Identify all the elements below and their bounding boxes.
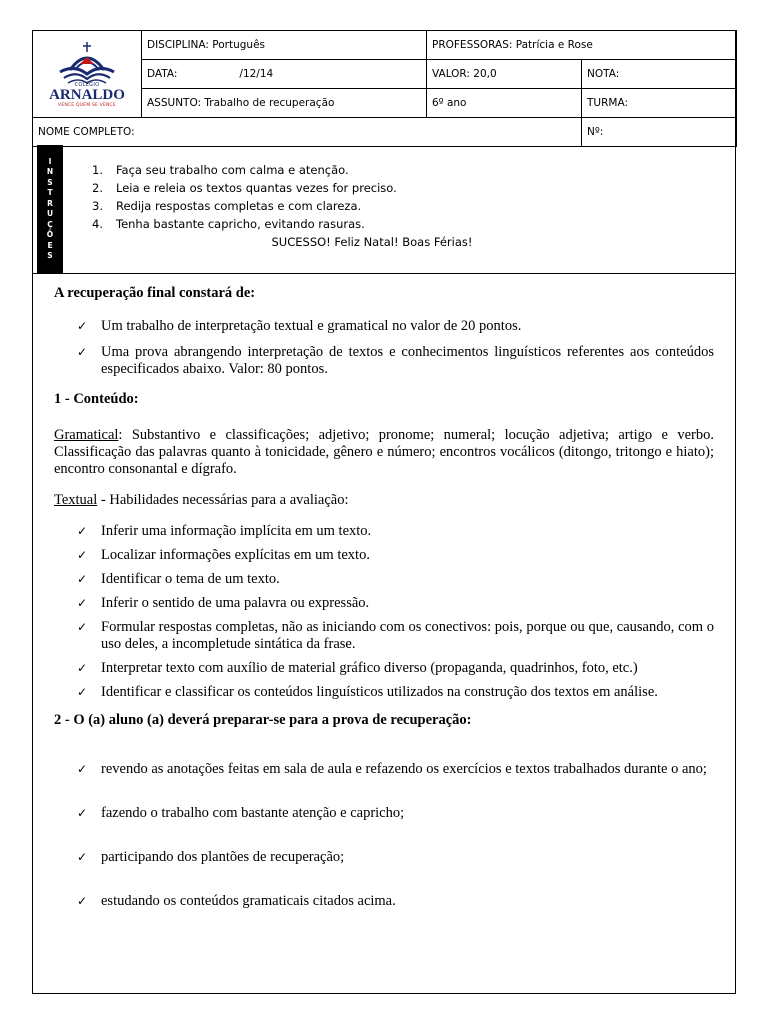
logo-motto: VENCE QUEM SE VENCE xyxy=(58,103,116,108)
prep-text: fazendo o trabalho com bastante atenção e capricho; xyxy=(101,805,405,821)
textual-text: - Habilidades necessárias para a avaliação: xyxy=(97,492,349,508)
skill-item xyxy=(54,523,714,540)
side-letter: T xyxy=(47,188,53,197)
intro-item-text: Um trabalho de interpretação textual e gramatical no valor de 20 pontos. xyxy=(101,318,522,334)
skill-text: Interpretar texto com auxílio de material gráfico diverso (propaganda, quadrinhos, foto, etc.) xyxy=(101,660,638,676)
skill-text: Localizar informações explícitas em um texto. xyxy=(101,547,370,563)
side-letter: N xyxy=(46,167,54,176)
side-letter: R xyxy=(47,198,53,208)
skill-text: Formular respostas completas, não as iniciando com os conectivos: pois, porque ou que, causando, com o uso deles, a incompletude sintática da frase. xyxy=(101,619,714,652)
prep-item xyxy=(54,889,714,913)
side-letter: S xyxy=(47,177,53,187)
instruction-text: Redija respostas completas e com clareza. xyxy=(116,199,362,213)
instruction-number: 2. xyxy=(92,181,103,195)
gramatical-label: Gramatical xyxy=(54,427,119,443)
gramatical-paragraph xyxy=(54,427,714,478)
textual-label: Textual xyxy=(54,492,98,508)
assunto-field: ASSUNTO: Trabalho de recuperação xyxy=(142,89,427,118)
skill-text: Identificar e classificar os conteúdos linguísticos utilizados na construção dos textos em análise. xyxy=(101,684,658,700)
prep-text: participando dos plantões de recuperação; xyxy=(101,849,345,865)
side-letter: U xyxy=(46,209,54,218)
intro-item-text: Uma prova abrangendo interpretação de textos e conhecimentos linguísticos referentes aos conteúdos especificados abaixo. Valor: 80 pontos. xyxy=(101,344,714,377)
skill-item xyxy=(54,595,714,612)
logo-small-text: COLÉGIO xyxy=(74,82,100,88)
check-icon: ✓ xyxy=(77,661,88,675)
skill-text: Identificar o tema de um texto. xyxy=(101,571,280,587)
header-table xyxy=(32,30,737,147)
data-value: /12/14 xyxy=(239,68,274,80)
data-field xyxy=(142,60,427,89)
instructions-closing: SUCESSO! Feliz Natal! Boas Férias! xyxy=(271,235,473,249)
skill-item xyxy=(54,684,714,701)
logo-emblem-icon xyxy=(56,40,118,84)
valor-field: VALOR: 20,0 xyxy=(427,60,582,89)
check-icon: ✓ xyxy=(77,620,88,634)
professoras-field: PROFESSORAS: Patrícia e Rose xyxy=(427,31,737,60)
instruction-item xyxy=(92,179,397,197)
disciplina-field: DISCIPLINA: Português xyxy=(142,31,427,60)
logo-school-name: ARNALDO xyxy=(49,87,125,103)
prep-item xyxy=(54,845,714,869)
instruction-item xyxy=(92,161,397,179)
skill-text: Inferir uma informação implícita em um texto. xyxy=(101,523,372,539)
nota-field: NOTA: xyxy=(582,60,737,89)
instruction-item xyxy=(92,215,397,233)
gramatical-text: : Substantivo e classificações; adjetivo; pronome; numeral; locução adjetiva; artigo e verbo. Classificação das palavras quanto à tonicidade, gênero e número; encontros vocálicos (ditongo, tritongo e hiato); encontro consonantal e dígrafo. xyxy=(54,427,714,477)
nome-completo-field: NOME COMPLETO: xyxy=(33,118,582,147)
intro-title: A recuperação final constará de: xyxy=(54,285,256,301)
check-icon: ✓ xyxy=(77,596,88,610)
instruction-text: Leia e releia os textos quantas vezes for preciso. xyxy=(116,181,397,195)
skill-item xyxy=(54,547,714,564)
check-icon: ✓ xyxy=(77,806,88,820)
instruction-item xyxy=(92,197,397,215)
school-logo-cell xyxy=(33,31,142,118)
turma-field: TURMA: xyxy=(582,89,737,118)
skill-item xyxy=(54,571,714,588)
school-logo xyxy=(33,40,141,108)
check-icon: ✓ xyxy=(77,762,88,776)
check-icon: ✓ xyxy=(77,850,88,864)
check-icon: ✓ xyxy=(77,319,88,333)
instruction-text: Tenha bastante capricho, evitando rasuras. xyxy=(116,217,365,231)
data-label: DATA: xyxy=(147,68,178,80)
prep-item xyxy=(54,801,714,825)
side-letter: I xyxy=(48,156,52,166)
instruction-number: 1. xyxy=(92,163,103,177)
check-icon: ✓ xyxy=(77,548,88,562)
check-icon: ✓ xyxy=(77,345,88,359)
textual-paragraph xyxy=(54,492,714,509)
skill-item xyxy=(54,619,714,653)
skill-item xyxy=(54,660,714,677)
side-letter: Ç xyxy=(47,219,53,229)
check-icon: ✓ xyxy=(77,894,88,908)
section1-title: 1 - Conteúdo: xyxy=(54,391,139,407)
document-body xyxy=(54,285,714,913)
side-letter: E xyxy=(47,240,53,250)
numero-field: Nº: xyxy=(582,118,737,147)
instructions-side-label xyxy=(37,145,63,273)
intro-item xyxy=(54,318,714,335)
instruction-number: 3. xyxy=(92,199,103,213)
intro-item xyxy=(54,344,714,378)
side-letter: Õ xyxy=(46,230,54,239)
side-letter: S xyxy=(47,251,53,260)
instruction-number: 4. xyxy=(92,217,103,231)
ano-field: 6º ano xyxy=(427,89,582,118)
check-icon: ✓ xyxy=(77,572,88,586)
check-icon: ✓ xyxy=(77,524,88,538)
skill-text: Inferir o sentido de uma palavra ou expressão. xyxy=(101,595,370,611)
instruction-text: Faça seu trabalho com calma e atenção. xyxy=(116,163,349,177)
instructions-list xyxy=(92,161,397,233)
prep-text: revendo as anotações feitas em sala de aula e refazendo os exercícios e textos trabalhados durante o ano; xyxy=(101,761,707,777)
instructions-box xyxy=(32,145,736,274)
check-icon: ✓ xyxy=(77,685,88,699)
section2-title: 2 - O (a) aluno (a) deverá preparar-se para a prova de recuperação: xyxy=(54,712,472,728)
prep-item xyxy=(54,757,714,781)
prep-text: estudando os conteúdos gramaticais citados acima. xyxy=(101,893,396,909)
